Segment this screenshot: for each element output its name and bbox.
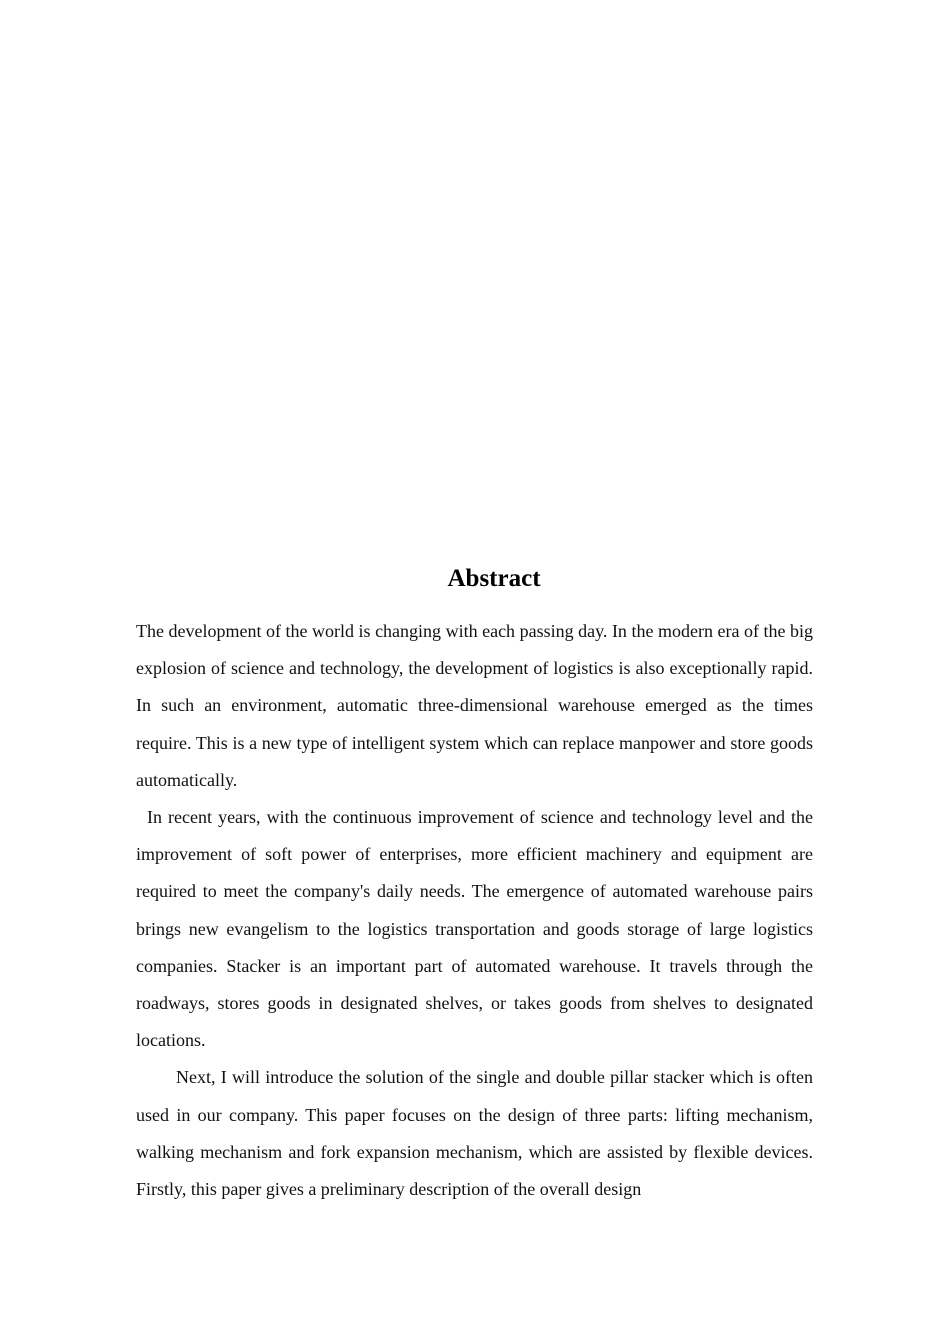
abstract-heading: Abstract xyxy=(447,565,541,592)
abstract-paragraph-2: In recent years, with the continuous improvement of science and technology level and the improvement of soft power of enterprises, more efficient machinery and equipment are required to meet the company's daily needs. The emergence of automated warehouse pairs brings new evangelism to the logistics transportation and goods storage of large logistics companies. Stacker is an important part of automated warehouse. It travels through the roadways, stores goods in designated shelves, or takes goods from shelves to designated locations. xyxy=(136,807,813,1051)
abstract-paragraph-1: The development of the world is changing with each passing day. In the modern era of the big explosion of science and technology, the development of logistics is also exceptionally rapid. In such an environment, automatic three-dimensional warehouse emerged as the times require. This is a new type of intelligent system which can replace manpower and store goods automatically. xyxy=(136,621,813,790)
abstract-body xyxy=(136,613,813,1208)
abstract-paragraph-3: Next, I will introduce the solution of the single and double pillar stacker which is often used in our company. This paper focuses on the design of three parts: lifting mechanism, walking mechanism and fork expansion mechanism, which are assisted by flexible devices. Firstly, this paper gives a preliminary description of the overall design xyxy=(136,1067,813,1200)
